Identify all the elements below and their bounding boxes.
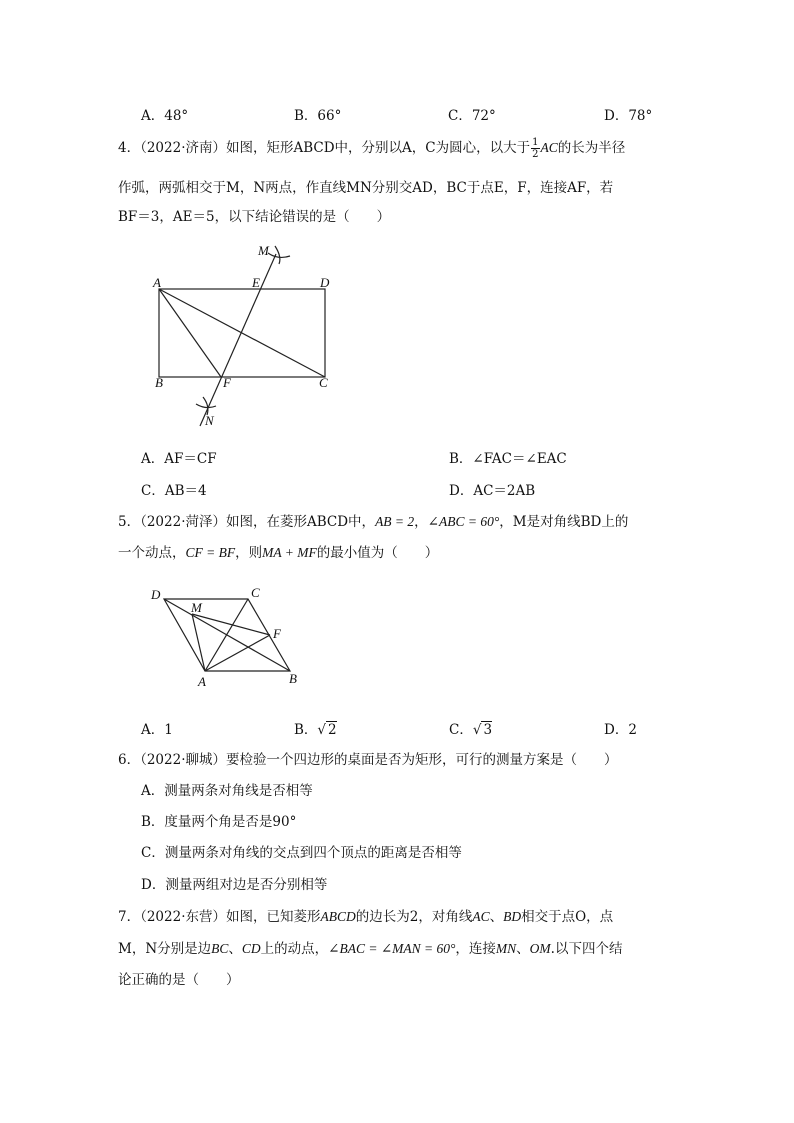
q5-label-d: D (151, 587, 161, 602)
q5-option-b-prefix: B． (294, 722, 318, 738)
q7-line2-mid1: 、 (228, 941, 242, 957)
q4-stem-line1 (118, 136, 625, 160)
q7-line2-prefix: M，N分别是边 (118, 941, 212, 957)
q7-line2-math2: CD (241, 941, 261, 956)
q4-option-d: D．AC＝2AB (449, 483, 536, 499)
q6-option-d: D．测量两组对边是否分别相等 (141, 877, 328, 893)
sqrt-icon: √ (472, 722, 482, 738)
q3-option-b: B．66° (294, 108, 342, 124)
q6-option-b: B．度量两个角是否是90° (141, 814, 297, 830)
q7-line1-prefix: 7．（2022·东营）如图，已知菱形 (118, 909, 321, 925)
q5-stem-line1 (118, 510, 628, 530)
q5-option-c-radicand: 3 (483, 722, 493, 738)
q7-line2-math1: BC (211, 941, 229, 956)
q3-option-a: A．48° (141, 108, 189, 124)
q4-diagonal-ac (159, 289, 325, 377)
q7-line2-mid3: ，连接 (455, 941, 496, 957)
q4-line1-prefix: 4．（2022·济南）如图，矩形ABCD中，分别以A，C为圆心，以大于 (118, 140, 531, 156)
q4-label-m: M (258, 243, 269, 258)
q4-arc-n1 (196, 404, 216, 408)
q7-line2-math4: MN (495, 941, 517, 956)
q3-option-d: D．78° (604, 108, 653, 124)
q7-line1-suffix: 相交于点O，点 (521, 909, 614, 925)
q7-line2-mid4: 、 (516, 941, 530, 957)
q5-line2-mid: ，则 (235, 545, 263, 561)
q4-label-n: N (205, 413, 214, 428)
q5-label-f: F (273, 626, 281, 641)
q7-line2-math3: ∠BAC = ∠MAN = 60° (328, 941, 456, 956)
q5-label-b: B (289, 671, 297, 686)
q4-label-c: C (319, 375, 328, 390)
q4-label-b: B (155, 375, 163, 390)
q7-line2-mid2: 上的动点， (260, 941, 329, 957)
q7-line1-math1: ABCD (320, 909, 356, 924)
q7-line2-suffix: .以下四个结 (550, 941, 623, 957)
q4-option-b: B．∠FAC＝∠EAC (449, 451, 567, 467)
q6-stem: 6．（2022·聊城）要检验一个四边形的桌面是否为矩形，可行的测量方案是（ ） (118, 752, 618, 768)
q4-stem-line3: BF＝3，AE＝5，以下结论错误的是（ ） (118, 209, 391, 225)
q7-line1-math3: BD (503, 909, 522, 924)
q4-label-d: D (320, 275, 330, 290)
q5-label-c: C (251, 585, 260, 600)
q5-option-a: A．1 (141, 722, 173, 738)
q7-stem-line1 (118, 905, 613, 925)
q4-label-a: A (153, 275, 161, 290)
q7-line2-math5: OM (529, 941, 551, 956)
q5-option-b-radicand: 2 (328, 722, 337, 738)
q4-frac-numerator: 1 (532, 137, 539, 148)
q4-option-c: C．AB＝4 (141, 483, 207, 499)
q4-segment-af (159, 289, 221, 377)
q5-option-b (294, 718, 337, 738)
q5-line1-prefix: 5．（2022·菏泽）如图，在菱形ABCD中， (118, 514, 376, 530)
q5-line1-sep: ， (414, 514, 428, 530)
q6-option-c: C．测量两条对角线的交点到四个顶点的距离是否相等 (141, 845, 462, 861)
q7-line1-mid2: 、 (489, 909, 504, 925)
q4-option-a: A．AF＝CF (141, 451, 217, 467)
sqrt-icon: √ (317, 722, 327, 738)
q5-line1-suffix: ，M是对角线BD上的 (499, 514, 629, 530)
q4-line1-suffix: 的长为半径 (557, 140, 626, 156)
q5-segment-ma (192, 614, 205, 671)
q7-line1-math2: AC (472, 909, 490, 924)
q5-line2-suffix: 的最小值为（ ） (316, 545, 439, 561)
q5-line1-math2: ∠ABC = 60° (427, 514, 500, 529)
q4-stem-line2: 作弧，两弧相交于M，N两点，作直线MN分别交AD，BC于点E，F，连接AF，若 (118, 180, 614, 196)
q5-figure-rhombus (145, 582, 305, 690)
q7-line1-mid1: 的边长为2，对角线 (355, 909, 473, 925)
q4-label-e: E (252, 275, 260, 290)
q4-figure-rectangle (150, 240, 350, 432)
q7-stem-line3: 论正确的是（ ） (118, 972, 240, 988)
q4-line-mn (200, 254, 276, 426)
q5-line2-math1: CF = BF (185, 545, 236, 560)
q4-fraction (531, 137, 539, 160)
q7-stem-line2 (118, 937, 622, 957)
q4-frac-denominator: 2 (532, 149, 539, 160)
q3-option-c: C．72° (448, 108, 496, 124)
q5-line2-prefix: 一个动点， (118, 545, 186, 561)
q4-line1-math: AC (540, 140, 558, 155)
q5-option-c (449, 718, 492, 738)
q5-label-a: A (198, 674, 206, 689)
q5-line2-math2: MA + MF (262, 545, 317, 560)
q5-stem-line2 (118, 541, 438, 561)
q5-line1-math1: AB = 2 (375, 514, 415, 529)
q5-label-m: M (191, 600, 202, 615)
q5-option-d: D．2 (604, 722, 637, 738)
q4-label-f: F (223, 375, 231, 390)
q5-diagonal-ac (205, 599, 248, 671)
q5-option-c-prefix: C． (449, 722, 473, 738)
q6-option-a: A．测量两条对角线是否相等 (141, 783, 313, 799)
